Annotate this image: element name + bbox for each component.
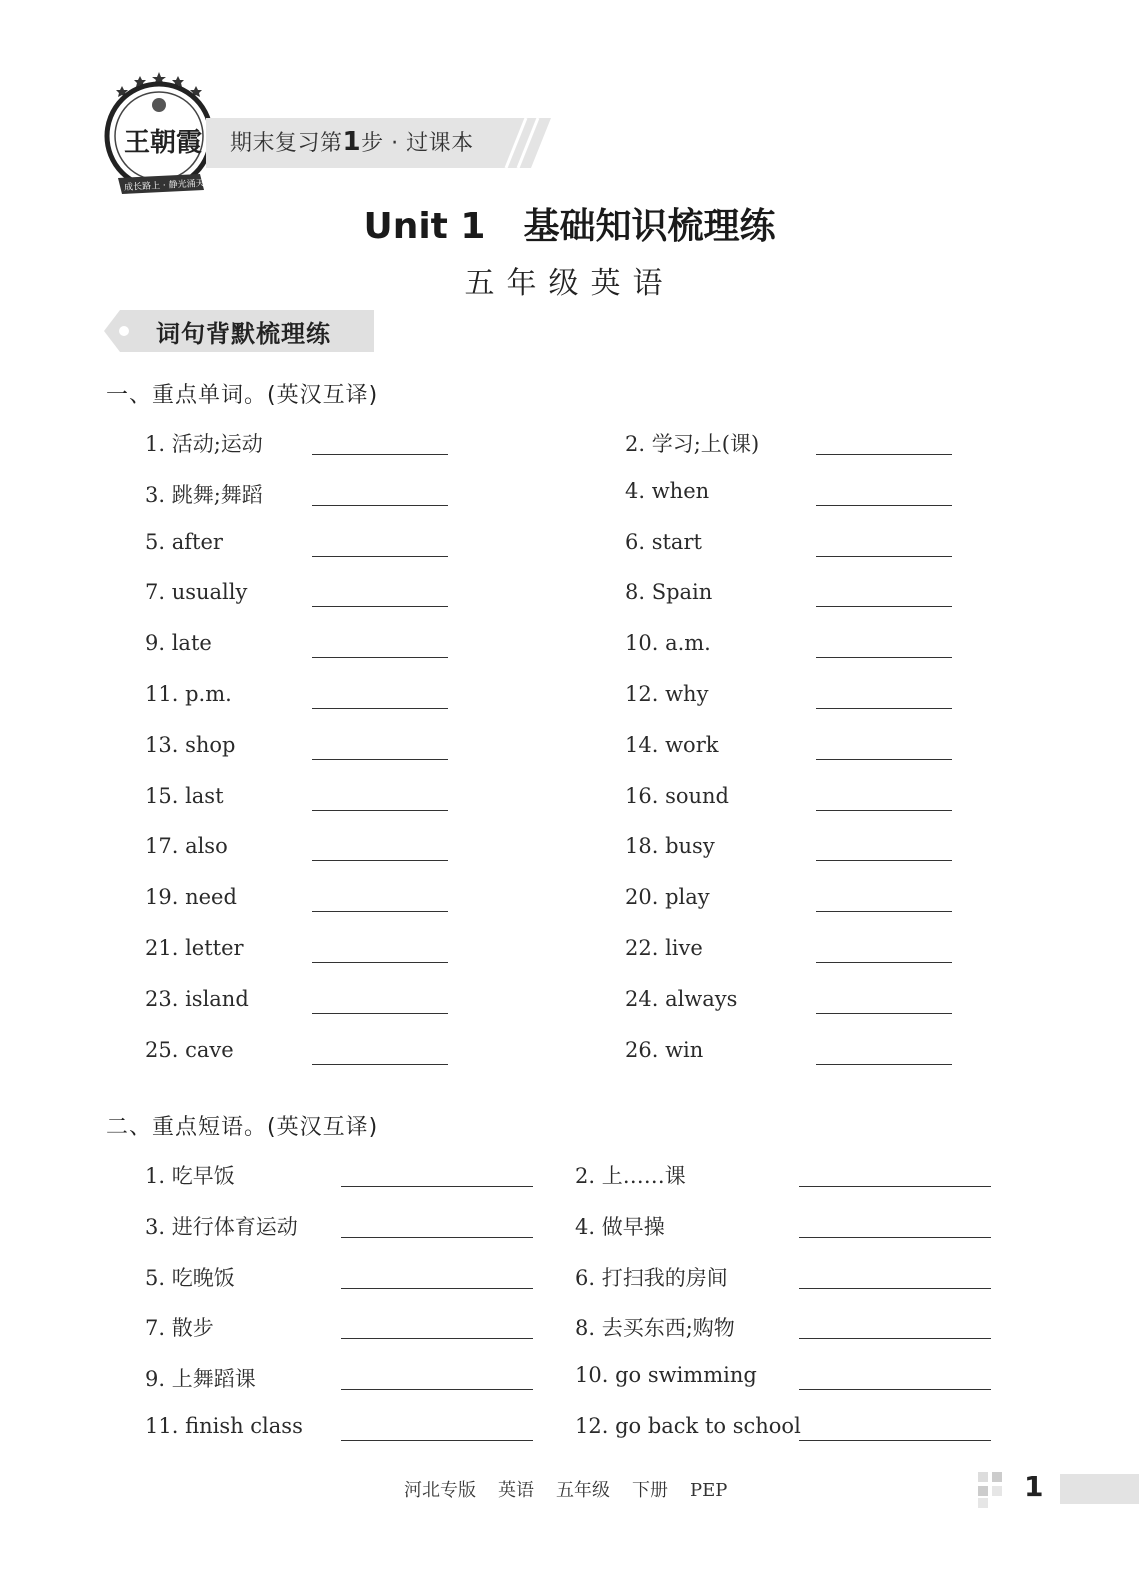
- word-answer-blank[interactable]: [312, 810, 448, 811]
- word-answer-blank[interactable]: [816, 1064, 952, 1065]
- phrase-item: 1. 吃早饭: [145, 1164, 235, 1188]
- word-item: 8. Spain: [625, 580, 713, 605]
- footer-info: [404, 1476, 749, 1502]
- page-number-bar: [1060, 1474, 1139, 1504]
- banner-prefix: 期末复习第: [230, 131, 343, 156]
- word-answer-blank[interactable]: [312, 860, 448, 861]
- word-item: 16. sound: [625, 783, 729, 808]
- phrase-answer-blank[interactable]: [341, 1288, 533, 1289]
- word-item: 20. play: [625, 885, 710, 910]
- phrase-item: 4. 做早操: [575, 1214, 665, 1239]
- word-item: 9. late: [145, 631, 212, 656]
- word-answer-blank[interactable]: [312, 556, 448, 557]
- phrase-answer-blank[interactable]: [799, 1237, 991, 1238]
- word-answer-blank[interactable]: [816, 708, 952, 709]
- word-item: 23. island: [145, 986, 249, 1011]
- phrase-answer-blank[interactable]: [341, 1186, 533, 1187]
- footer-edition: 河北专版: [404, 1480, 476, 1501]
- phrase-item: 6. 打扫我的房间: [575, 1265, 728, 1290]
- logo-title: 王朝霞: [124, 128, 203, 158]
- word-answer-blank[interactable]: [312, 454, 448, 455]
- word-item: 21. letter: [145, 936, 244, 960]
- phrase-answer-blank[interactable]: [799, 1186, 991, 1187]
- word-answer-blank[interactable]: [312, 505, 448, 506]
- word-item: 5. after: [145, 529, 223, 554]
- banner-step-number: 1: [342, 127, 362, 157]
- footer-volume: 下册: [632, 1480, 668, 1501]
- logo-motto: 成长路上 · 静光涌天: [123, 178, 205, 194]
- word-answer-blank[interactable]: [312, 1013, 448, 1014]
- word-answer-blank[interactable]: [312, 911, 448, 912]
- words-section-heading: 一、重点单词。(英汉互译): [106, 383, 379, 408]
- word-answer-blank[interactable]: [312, 708, 448, 709]
- word-item: 6. start: [625, 529, 702, 554]
- phrase-answer-blank[interactable]: [341, 1237, 533, 1238]
- word-item: 4. when: [625, 478, 710, 503]
- footer-grade: 五年级: [556, 1480, 610, 1501]
- word-answer-blank[interactable]: [816, 759, 952, 760]
- phrase-answer-blank[interactable]: [799, 1389, 991, 1390]
- word-answer-blank[interactable]: [816, 911, 952, 912]
- word-answer-blank[interactable]: [312, 1064, 448, 1065]
- section-tag-label: 词句背默梳理练: [156, 320, 331, 348]
- phrase-item: 9. 上舞蹈课: [145, 1367, 256, 1392]
- word-answer-blank[interactable]: [816, 505, 952, 506]
- word-item: 12. why: [625, 682, 709, 706]
- word-item: 26. win: [625, 1037, 704, 1062]
- phrase-answer-blank[interactable]: [341, 1440, 533, 1441]
- phrase-item: 5. 吃晚饭: [145, 1265, 235, 1290]
- word-answer-blank[interactable]: [312, 606, 448, 607]
- word-answer-blank[interactable]: [816, 962, 952, 963]
- word-answer-blank[interactable]: [816, 454, 952, 455]
- word-item: 2. 学习;上(课): [625, 432, 760, 456]
- word-item: 14. work: [625, 732, 719, 757]
- word-answer-blank[interactable]: [816, 556, 952, 557]
- phrase-answer-blank[interactable]: [341, 1389, 533, 1390]
- page-subtitle: 五年级英语: [464, 266, 675, 301]
- word-item: 24. always: [625, 986, 738, 1011]
- word-item: 7. usually: [145, 580, 248, 605]
- word-item: 10. a.m.: [625, 631, 711, 656]
- phrase-item: 3. 进行体育运动: [145, 1214, 298, 1239]
- footer-subject: 英语: [498, 1480, 534, 1501]
- page-title: [0, 198, 1139, 249]
- word-item: 15. last: [145, 783, 224, 808]
- phrase-item: 2. 上……课: [575, 1164, 686, 1188]
- word-answer-blank[interactable]: [816, 1013, 952, 1014]
- word-answer-blank[interactable]: [312, 962, 448, 963]
- word-item: 13. shop: [145, 732, 236, 757]
- step-banner-label: [230, 126, 474, 157]
- word-item: 3. 跳舞;舞蹈: [145, 482, 263, 507]
- word-item: 1. 活动;运动: [145, 432, 263, 456]
- phrase-answer-blank[interactable]: [799, 1338, 991, 1339]
- phrase-answer-blank[interactable]: [799, 1440, 991, 1441]
- phrase-item: 7. 散步: [145, 1316, 214, 1341]
- phrase-item: 11. finish class: [145, 1414, 303, 1438]
- word-answer-blank[interactable]: [816, 606, 952, 607]
- banner-suffix: 步 · 过课本: [361, 131, 474, 156]
- phrase-answer-blank[interactable]: [799, 1288, 991, 1289]
- word-answer-blank[interactable]: [312, 759, 448, 760]
- page-corner-decoration: [978, 1472, 1018, 1508]
- word-item: 17. also: [145, 834, 228, 859]
- word-item: 18. busy: [625, 834, 715, 859]
- word-item: 11. p.m.: [145, 682, 232, 706]
- phrase-item: 12. go back to school: [575, 1414, 801, 1438]
- word-answer-blank[interactable]: [816, 810, 952, 811]
- word-answer-blank[interactable]: [816, 657, 952, 658]
- unit-label: Unit 1: [363, 206, 486, 247]
- page-number: 1: [1024, 1470, 1044, 1503]
- word-answer-blank[interactable]: [816, 860, 952, 861]
- word-item: 22. live: [625, 936, 703, 960]
- unit-title: 基础知识梳理练: [523, 206, 776, 247]
- footer-publisher: PEP: [690, 1480, 728, 1501]
- word-item: 25. cave: [145, 1037, 234, 1062]
- word-answer-blank[interactable]: [312, 657, 448, 658]
- phrases-section-heading: 二、重点短语。(英汉互译): [106, 1115, 379, 1140]
- phrase-item: 10. go swimming: [575, 1363, 757, 1388]
- word-item: 19. need: [145, 885, 237, 910]
- phrase-answer-blank[interactable]: [341, 1338, 533, 1339]
- phrase-item: 8. 去买东西;购物: [575, 1316, 735, 1341]
